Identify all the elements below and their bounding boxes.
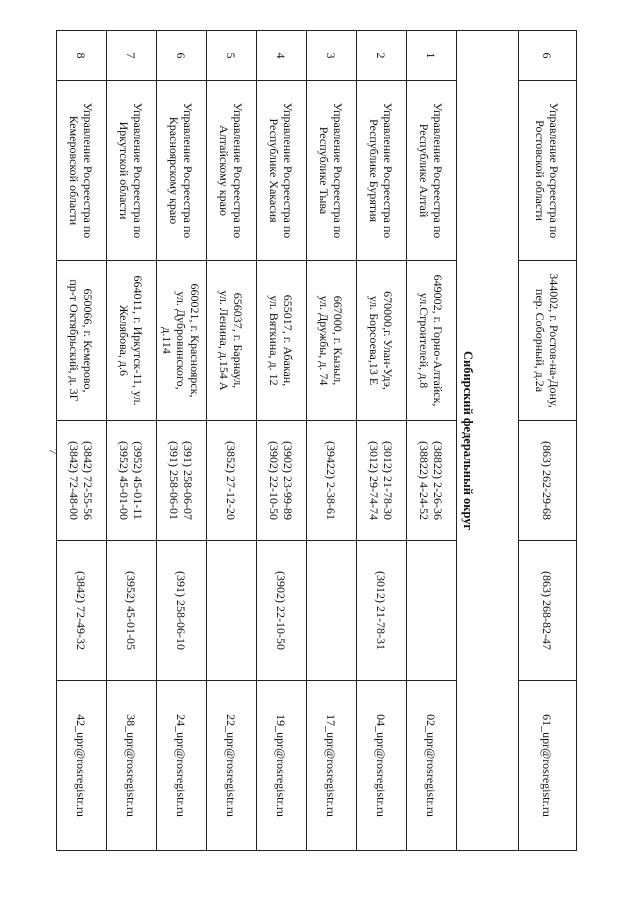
office-email: 17_upr@rosregistr.ru xyxy=(307,681,357,851)
table-row xyxy=(257,31,307,851)
office-address: 344002, г. Ростов-на-Дону, пер. Соборный, д.2а xyxy=(519,261,577,421)
region-title: Сибирский федеральный округ xyxy=(457,31,519,851)
row-number: 4 xyxy=(257,31,307,81)
table-row xyxy=(407,31,457,851)
office-fax xyxy=(307,541,357,681)
office-fax: (3842) 72-49-32 xyxy=(57,541,107,681)
office-email: 24_upr@rosregistr.ru xyxy=(157,681,207,851)
office-name: Управление Росреестра по Республике Тыва xyxy=(307,81,357,261)
region-row xyxy=(457,31,519,851)
office-phone: (3952) 45-01-11 (3952) 45-01-00 xyxy=(107,421,157,541)
office-phone: (38822) 2-26-36 (38822) 4-24-52 xyxy=(407,421,457,541)
office-name: Управление Росреестра по Республике Алтай xyxy=(407,81,457,261)
office-name: Управление Росреестра по Красноярскому краю xyxy=(157,81,207,261)
row-number: 5 xyxy=(207,31,257,81)
office-fax: (3012) 21-78-31 xyxy=(357,541,407,681)
office-email: 61_upr@rosregistr.ru xyxy=(519,681,577,851)
table-row xyxy=(107,31,157,851)
office-name: Управление Росреестра по Иркутской области xyxy=(107,81,157,261)
office-email: 19_upr@rosregistr.ru xyxy=(257,681,307,851)
office-fax: (863) 268-82-47 xyxy=(519,541,577,681)
office-name: Управление Росреестра по Алтайскому краю xyxy=(207,81,257,261)
office-address: 670000,г. Улан-Удэ, ул. Борсоева,13 Е xyxy=(357,261,407,421)
office-name: Управление Росреестра по Республике Хакасия xyxy=(257,81,307,261)
office-phone: (3842) 72-55-56 (3842) 72-48-00 xyxy=(57,421,107,541)
table-row xyxy=(519,31,577,851)
office-fax: (3902) 22-10-50 xyxy=(257,541,307,681)
office-address: 664011, г. Иркутск-11, ул. Желябова, д.6 xyxy=(107,261,157,421)
row-number: 2 xyxy=(357,31,407,81)
table-row xyxy=(307,31,357,851)
office-fax: (391) 258-06-10 xyxy=(157,541,207,681)
office-address: 649002, г. Горно-Алтайск, ул.Строителей, д.8 xyxy=(407,261,457,421)
office-email: 38_upr@rosregistr.ru xyxy=(107,681,157,851)
office-phone: (3852) 27-12-20 xyxy=(207,421,257,541)
table-row xyxy=(207,31,257,851)
office-phone: (3902) 23-99-89 (3902) 22-10-50 xyxy=(257,421,307,541)
table-row xyxy=(57,31,107,851)
row-number: 1 xyxy=(407,31,457,81)
row-number: 6 xyxy=(519,31,577,81)
offices-table-body xyxy=(57,31,577,851)
office-address: 660021, г. Красноярск, ул. Дубровинского, д.114 xyxy=(157,261,207,421)
office-phone: (863) 262-29-68 xyxy=(519,421,577,541)
offices-table xyxy=(56,30,577,851)
office-email: 02_upr@rosregistr.ru xyxy=(407,681,457,851)
table-row xyxy=(357,31,407,851)
office-name: Управление Росреестра по Республике Бурятия xyxy=(357,81,407,261)
office-fax xyxy=(207,541,257,681)
office-name: Управление Росреестра по Ростовской области xyxy=(519,81,577,261)
office-email: 22_upr@rosregistr.ru xyxy=(207,681,257,851)
office-email: 42_upr@rosregistr.ru xyxy=(57,681,107,851)
office-name: Управление Росреестра по Кемеровской области xyxy=(57,81,107,261)
row-number: 6 xyxy=(157,31,207,81)
office-phone: (391) 258-06-07 (391) 258-06-01 xyxy=(157,421,207,541)
office-email: 04_upr@rosregistr.ru xyxy=(357,681,407,851)
office-address: 655017, г. Абакан, ул. Вяткина, д. 12 xyxy=(257,261,307,421)
office-phone: (39422) 2-38-61 xyxy=(307,421,357,541)
office-address: 650066, г. Кемерово, пр-т Октябрьский, д. 3Г xyxy=(57,261,107,421)
office-address: 656037, г. Барнаул, ул. Ленина, д.154 А xyxy=(207,261,257,421)
office-address: 667000, г. Кызыл, ул. Дружбы, д. 74 xyxy=(307,261,357,421)
row-number: 8 xyxy=(57,31,107,81)
row-number: 3 xyxy=(307,31,357,81)
page-number: 7 xyxy=(46,448,61,455)
rotated-table-wrapper xyxy=(57,30,577,850)
table-row xyxy=(157,31,207,851)
office-fax: (3952) 45-01-05 xyxy=(107,541,157,681)
office-fax xyxy=(407,541,457,681)
office-phone: (3012) 21-78-30 (3012) 29-74-74 xyxy=(357,421,407,541)
row-number: 7 xyxy=(107,31,157,81)
